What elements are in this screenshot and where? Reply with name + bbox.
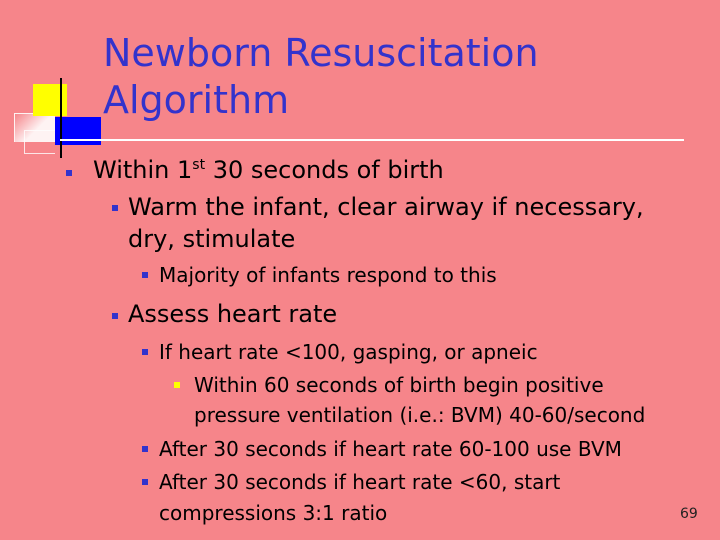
slide-title-line2: Algorithm (103, 78, 290, 122)
bullet-icon (142, 479, 148, 485)
page-number: 69 (680, 506, 698, 522)
bullet-after-30-seconds-compressions-line1: After 30 seconds if heart rate <60, start (159, 470, 561, 494)
decorative-white-outline (24, 130, 55, 154)
bullet-warm-infant-line1: Warm the infant, clear airway if necessary, (128, 193, 644, 221)
bullet-warm-infant-line2: dry, stimulate (128, 225, 296, 253)
bullet-within-60-seconds-line1: Within 60 seconds of birth begin positive (194, 373, 604, 397)
bullet-after-30-seconds-bvm: After 30 seconds if heart rate 60-100 use BVM (159, 437, 622, 461)
bullet-text-part: Within 1 (93, 156, 193, 184)
title-underline (60, 139, 684, 141)
bullet-icon (112, 313, 118, 319)
slide-title-line1: Newborn Resuscitation (103, 31, 539, 75)
bullet-text-part: 30 seconds of birth (205, 156, 444, 184)
bullet-after-30-seconds-compressions-line2: compressions 3:1 ratio (159, 501, 388, 525)
decorative-vertical-line (60, 78, 62, 158)
slide-title (103, 30, 663, 124)
bullet-within-60-seconds-line2: pressure ventilation (i.e.: BVM) 40-60/second (194, 403, 646, 427)
bullet-if-heart-rate-under-100: If heart rate <100, gasping, or apneic (159, 340, 538, 364)
bullet-majority-respond: Majority of infants respond to this (159, 263, 497, 287)
bullet-icon (142, 272, 148, 278)
bullet-icon (142, 446, 148, 452)
bullet-icon (112, 205, 118, 211)
bullet-within-first-30-seconds (93, 150, 444, 185)
bullet-icon (174, 382, 180, 388)
bullet-icon (142, 349, 148, 355)
bullet-icon (66, 170, 72, 176)
bullet-assess-heart-rate: Assess heart rate (128, 300, 338, 328)
superscript-st: st (192, 157, 206, 173)
